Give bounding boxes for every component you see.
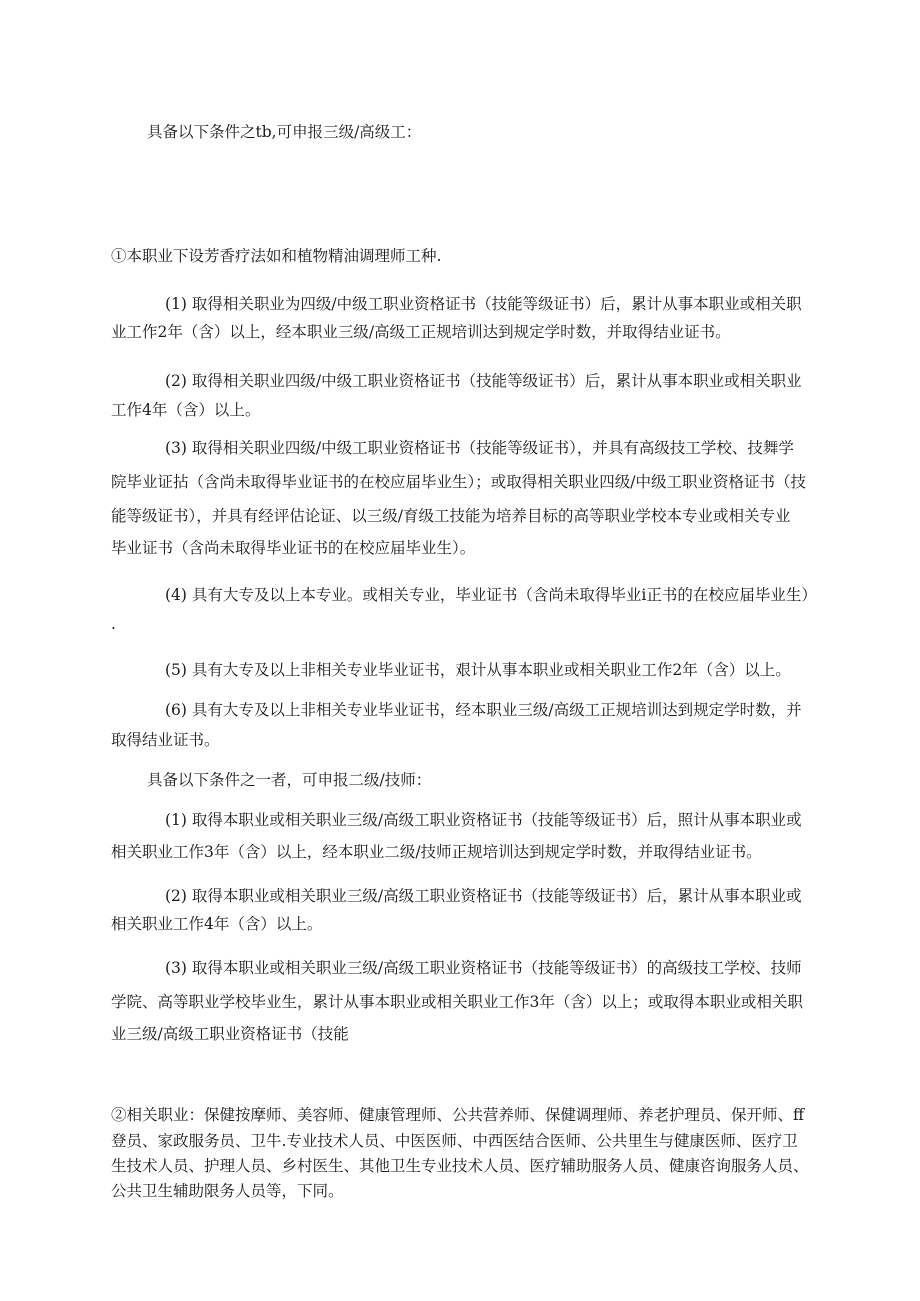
level-three-item-2-line-1: (2) 取得相关职业四级/中级工职业资格证书（技能等级证书）后，累计从事本职业或相关职业 (165, 372, 802, 390)
level-two-item-1-line-1: (1) 取得本职业或相关职业三级/高级工职业资格证书（技能等级证书）后，照计从事本职业或 (165, 811, 802, 829)
level-three-item-3-line-4: 毕业证书（含尚未取得毕业证书的在校应届毕业生）。 (111, 539, 476, 557)
level-two-item-2-line-2: 相关职业工作4年（含）以上。 (111, 915, 323, 933)
level-three-item-3-line-1: (3) 取得相关职业四级/中级工职业资格证书（技能等级证书），并具有高级技工学校、技舞学 (165, 439, 794, 457)
level-three-item-6-line-2: 取得结业证书。 (111, 731, 220, 749)
level-three-item-3-line-3: 能等级证书），并具有经评估论证、以三级/育级工技能为培养目标的高等职业学校本专业或相关专业 (111, 507, 791, 525)
level-three-item-4-line-1: (4) 具有大专及以上本专业。或相关专业，毕业证书（含尚未取得毕业i正书的在校应届毕业生） (165, 586, 817, 604)
heading-level-two: 具备以下条件之一者，可申报二级/技师： (147, 771, 432, 789)
level-three-item-3-line-2: 院毕业证拈（含尚未取得毕业证书的在校应届毕业生）；或取得相关职业四级/中级工职业资格证书（技 (111, 473, 806, 491)
level-two-item-1-line-2: 相关职业工作3年（含）以上，经本职业二级/技师正规培训达到规定学时数，并取得结业证书。 (111, 843, 762, 861)
note-2-line-1: ②相关职业：保健按摩师、美容师、健康管理师、公共营养师、保健调理师、养老护理员、保开师、ff (111, 1106, 805, 1124)
level-three-item-2-line-2: 工作4年（含）以上。 (111, 401, 261, 419)
note-2-line-2: 登员、家政服务员、卫牛.专业技术人员、中医医师、中西医结合医师、公共里生与健康医师、医疗卫 (111, 1132, 798, 1150)
level-two-item-3-line-3: 业三级/高级工职业资格证书（技能 (111, 1025, 349, 1043)
note-2-line-3: 生技术人员、护理人员、乡村医生、其他卫生专业技术人员、医疗辅助服务人员、健康咨询服务人员、 (111, 1157, 809, 1175)
level-two-item-2-line-1: (2) 取得本职业或相关职业三级/高级工职业资格证书（技能等级证书）后，累计从事本职业或 (165, 887, 802, 905)
level-three-item-1-line-2: 业工作2年（含）以上，经本职业三级/高级工正规培训达到规定学时数，并取得结业证书。 (111, 323, 731, 341)
level-two-item-3-line-1: (3) 取得本职业或相关职业三级/高级工职业资格证书（技能等级证书）的高级技工学校、技师 (165, 959, 802, 977)
level-three-item-4-line-2: . (111, 615, 116, 633)
level-three-item-5-line-1: (5) 具有大专及以上非相关专业毕业证书，艰计从事本职业或相关职业工作2年（含）以上。 (165, 661, 791, 679)
level-three-item-1-line-1: (1) 取得相关职业为四级/中级工职业资格证书（技能等级证书）后，累计从事本职业或相关职 (165, 295, 802, 313)
heading-level-three: 具备以下条件之tb,可申报三级/高级工： (147, 123, 422, 141)
level-two-item-3-line-2: 学院、高等职业学校毕业生，累计从事本职业或相关职业工作3年（含）以上；或取得本职业或相关职 (111, 993, 803, 1011)
note-1: ①本职业下设芳香疗法如和植物精油调理师工种. (111, 247, 442, 265)
note-2-line-4: 公共卫生辅助限务人员等，下同。 (111, 1182, 344, 1200)
level-three-item-6-line-1: (6) 具有大专及以上非相关专业毕业证书，经本职业三级/高级工正规培训达到规定学时数，并 (165, 701, 802, 719)
